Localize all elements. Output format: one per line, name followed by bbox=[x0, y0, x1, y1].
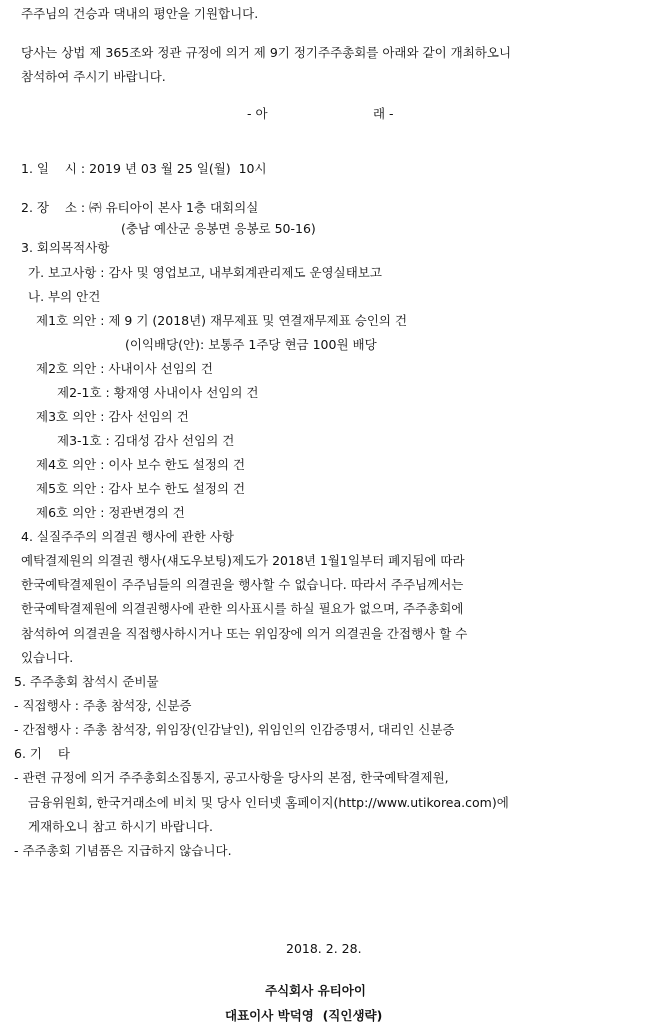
voting-heading: 4. 실질주주의 의결권 행사에 관한 사항 bbox=[21, 529, 234, 544]
agenda-item-3: 제3호 의안 : 감사 선임의 건 bbox=[36, 409, 189, 424]
other-line-1: - 관련 규정에 의거 주주총회소집통지, 공고사항을 당사의 본점, 한국예탁결제원, bbox=[14, 770, 449, 785]
other-line-4: - 주주총회 기념품은 지급하지 않습니다. bbox=[14, 843, 232, 858]
preparation-direct: - 직접행사 : 주총 참석장, 신분증 bbox=[14, 698, 192, 713]
meeting-address: (충남 예산군 응봉면 응봉로 50-16) bbox=[121, 221, 316, 236]
agenda-item-5: 제5호 의안 : 감사 보수 한도 설정의 건 bbox=[36, 481, 246, 496]
notice-date: 2018. 2. 28. bbox=[286, 941, 362, 956]
resolutions-heading: 나. 부의 안건 bbox=[28, 289, 101, 304]
agenda-item-2: 제2호 의안 : 사내이사 선임의 건 bbox=[36, 361, 213, 376]
agenda-item-1-note: (이익배당(안): 보통주 1주당 현금 100원 배당 bbox=[125, 337, 377, 352]
below-heading-right: 래 - bbox=[373, 106, 394, 121]
voting-line-1: 예탁결제원의 의결권 행사(섀도우보팅)제도가 2018년 1월1일부터 폐지됨에 따라 bbox=[21, 553, 465, 568]
company-name: 주식회사 유티아이 bbox=[265, 983, 366, 998]
meeting-place: 2. 장 소 : ㈜ 유티아이 본사 1층 대회의실 bbox=[21, 200, 259, 215]
greeting: 주주님의 건승과 댁내의 평안을 기원합니다. bbox=[21, 6, 259, 21]
voting-line-4: 참석하여 의결권을 직접행사하시거나 또는 위임장에 의거 의결권을 간접행사 할 수 bbox=[21, 626, 468, 641]
report-items: 가. 보고사항 : 감사 및 영업보고, 내부회계관리제도 운영실태보고 bbox=[28, 265, 382, 280]
agenda-item-1: 제1호 의안 : 제 9 기 (2018년) 재무제표 및 연결재무제표 승인의 건 bbox=[36, 313, 408, 328]
voting-line-5: 있습니다. bbox=[21, 650, 74, 665]
agenda-heading: 3. 회의목적사항 bbox=[21, 240, 110, 255]
preparation-heading: 5. 주주총회 참석시 준비물 bbox=[14, 674, 159, 689]
notice-line-1: 당사는 상법 제 365조와 정관 규정에 의거 제 9기 정기주주총회를 아래와 같이 개최하오니 bbox=[21, 45, 512, 60]
voting-line-2: 한국예탁결제원이 주주님들의 의결권을 행사할 수 없습니다. 따라서 주주님께서는 bbox=[21, 577, 464, 592]
ceo-signature-line: 대표이사 박덕영 (직인생략) bbox=[225, 1008, 383, 1023]
agenda-item-6: 제6호 의안 : 정관변경의 건 bbox=[36, 505, 185, 520]
other-line-2: 금융위원회, 한국거래소에 비치 및 당사 인터넷 홈페이지(http://www.utikorea.com)에 bbox=[28, 795, 509, 810]
notice-line-2: 참석하여 주시기 바랍니다. bbox=[21, 69, 166, 84]
agenda-item-4: 제4호 의안 : 이사 보수 한도 설정의 건 bbox=[36, 457, 246, 472]
preparation-indirect: - 간접행사 : 주총 참석장, 위임장(인감날인), 위임인의 인감증명서, 대리인 신분증 bbox=[14, 722, 455, 737]
other-line-3: 게재하오니 참고 하시기 바랍니다. bbox=[28, 819, 213, 834]
voting-line-3: 한국예탁결제원에 의결권행사에 관한 의사표시를 하실 필요가 없으며, 주주총회에 bbox=[21, 601, 464, 616]
other-heading: 6. 기 타 bbox=[14, 746, 70, 761]
meeting-date: 1. 일 시 : 2019 년 03 월 25 일(월) 10시 bbox=[21, 161, 267, 176]
agenda-item-3-1: 제3-1호 : 김대성 감사 선임의 건 bbox=[57, 433, 235, 448]
agenda-item-2-1: 제2-1호 : 황재영 사내이사 선임의 건 bbox=[57, 385, 259, 400]
below-heading-left: - 아 bbox=[247, 106, 268, 121]
